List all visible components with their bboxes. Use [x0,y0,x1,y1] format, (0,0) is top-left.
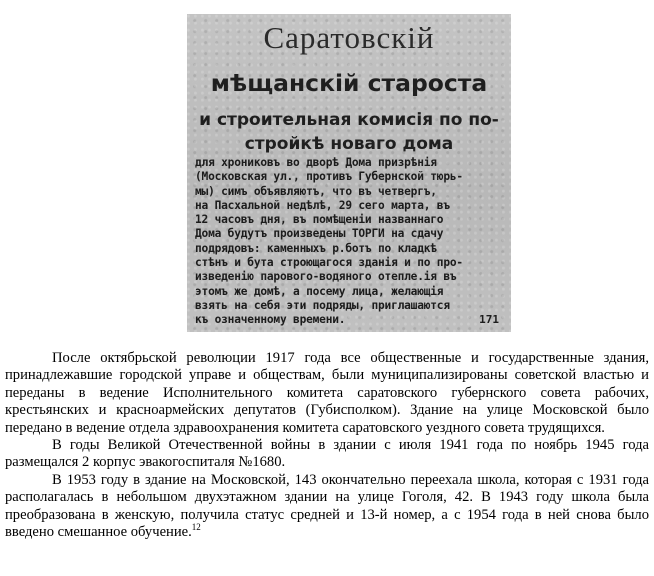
paragraph [5,350,649,437]
clipping-heading-line: и строительная комисія по по- [199,110,499,130]
clipping-subtitle: мѣщанскій староста [210,71,488,97]
clipping-body-line: на Пасхальной недѣлѣ, 29 сего марта, въ [195,198,450,212]
paragraph-text: В годы Великой Отечественной войны в здании с июля 1941 года по ноябрь 1945 года размещался 2 корпус эвакогоспиталя №1680. [5,437,649,471]
clipping-body-line: (Московская ул., противъ Губернской тюрь- [195,170,463,184]
paragraph [5,437,649,472]
clipping-body-line: изведенію парового-водяного отепле.ія въ [195,270,457,284]
clipping-body [195,156,505,328]
clipping-body-line: стѣнъ и бута строющагося зданія и по про- [195,256,463,270]
paragraph-text: После октябрьской революции 1917 года все общественные и государственные здания, принадлежавшие городской управе и обществам, были муниципализированы советской властью и переданы в ведение Исполнительного комитета саратовского губернского совета рабочих, крестьянских и красноармейских депутатов (Губисполком). Здание на улице Московской было передано в ведение отдела здравоохранения комитета саратовского уездного совета трудящихся. [5,350,649,436]
clipping-heading [193,108,505,156]
clipping-body-line: мы) симъ объявляютъ, что въ четвергъ, [195,184,437,198]
paragraph [5,472,649,542]
clipping-body-line: подрядовъ: каменныхъ р.ботъ по кладкѣ [195,241,437,255]
clipping-heading-line: стройкѣ новаго дома [244,134,454,154]
clipping-body-line: этомъ же домѣ, а посему лица, желающія [195,284,444,298]
paragraph-text: В 1953 году в здание на Московской, 143 окончательно переехала школа, которая с 1931 года располагалась в небольшом двухэтажном здании на улице Гоголя, 42. В 1943 году школа была преобразована в женскую, получила статус средней и 13-й номер, а с 1954 года в ней снова было введено смешанное обучение. [5,471,649,541]
article-text [5,350,649,541]
clipping-body-line: 12 часовъ дня, въ помѣщеніи названнаго [195,213,444,227]
clipping-number: 171 [479,313,499,326]
footnote-marker[interactable]: 12 [191,522,201,533]
clipping-body-line: Дома будутъ произведены ТОРГИ на сдачу [195,227,444,241]
clipping-body-line: взять на себя эти подряды, приглашаются [195,298,450,312]
newspaper-clipping-image [187,14,511,332]
clipping-title: Саратовскій [263,20,435,55]
clipping-body-line: для хрониковъ во дворѣ Дома призрѣнія [195,156,437,169]
clipping-body-line: къ означенному времени. [195,313,346,327]
